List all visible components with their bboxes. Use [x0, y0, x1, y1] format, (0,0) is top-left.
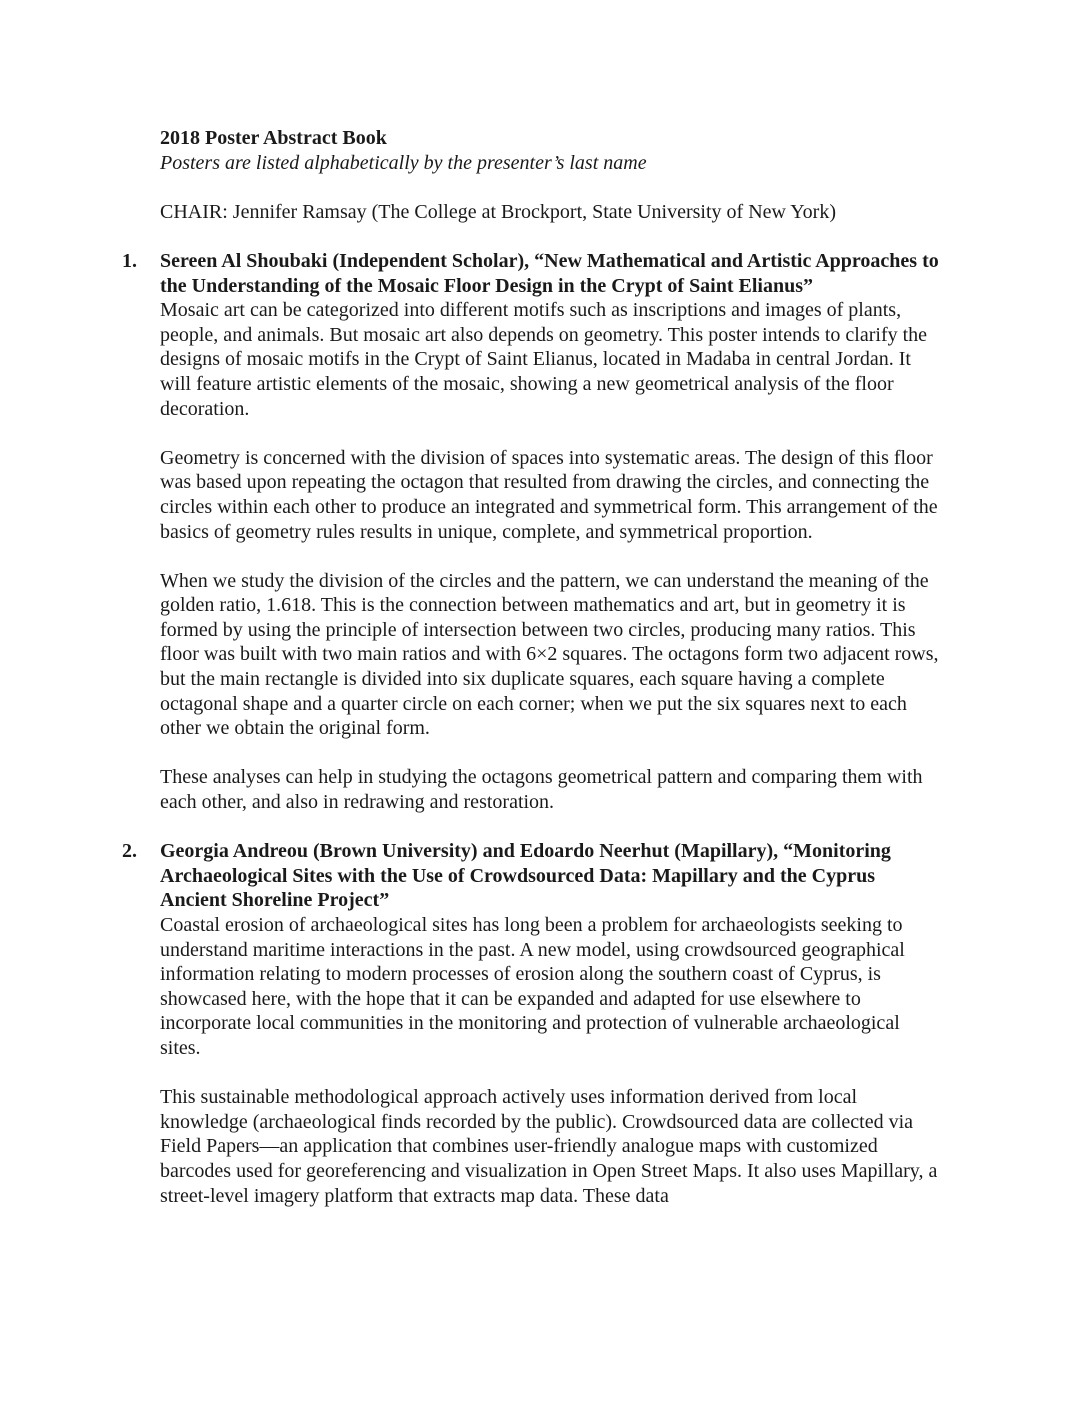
entry-paragraph: Mosaic art can be categorized into different motifs such as inscriptions and images of plants, people, and animals. But mosaic art also depends on geometry. This poster intends to clarify the designs of mosaic motifs in the Crypt of Saint Elianus, located in Madaba in central Jordan. It will feature artistic elements of the mosaic, showing a new geometrical analysis of the floor decoration. [160, 299, 928, 420]
abstract-entry-2 [122, 839, 940, 1208]
entry-paragraph: This sustainable methodological approach actively uses information derived from local knowledge (archaeological finds recorded by the public). Crowdsourced data are collected via Field Papers—an application that combines user-friendly analogue maps with customized barcodes used for georeferencing and visualization in Open Street Maps. It also uses Mapillary, a street-level imagery platform that extracts map data. These data [160, 1086, 938, 1207]
entry-heading: Sereen Al Shoubaki (Independent Scholar), “New Mathematical and Artistic Approaches to the Understanding of the Mosaic Floor Design in the Crypt of Saint Elianus” [160, 249, 939, 297]
entry-heading: Georgia Andreou (Brown University) and Edoardo Neerhut (Mapillary), “Monitoring Archaeological Sites with the Use of Crowdsourced Data: Mapillary and the Cyprus Ancient Shoreline Project” [160, 840, 891, 912]
entry-paragraph: Coastal erosion of archaeological sites has long been a problem for archaeologists seeking to understand maritime interactions in the past. A new model, using crowdsourced geographical information relating to modern processes of erosion along the southern coast of Cyprus, is showcased here, with the hope that it can be expanded and adapted for use elsewhere to incorporate local communities in the monitoring and protection of vulnerable archaeological sites. [160, 914, 905, 1059]
document-subtitle: Posters are listed alphabetically by the presenter’s last name [160, 151, 647, 174]
entry-paragraph: These analyses can help in studying the octagons geometrical pattern and comparing them with each other, and also in redrawing and restoration. [160, 766, 923, 814]
session-chair: CHAIR: Jennifer Ramsay (The College at Brockport, State University of New York) [160, 200, 836, 223]
abstract-entry-1 [122, 249, 940, 815]
entry-paragraph: Geometry is concerned with the division of spaces into systematic areas. The design of this floor was based upon repeating the octagon that resulted from drawing the circles, and connecting the circles within each other to produce an integrated and symmetrical form. This arrangement of the basics of geometry rules results in unique, complete, and symmetrical proportion. [160, 446, 938, 543]
document-page [122, 126, 940, 1208]
entry-number: 1. [122, 249, 137, 272]
entry-paragraph: When we study the division of the circles and the pattern, we can understand the meaning of the golden ratio, 1.618. This is the connection between mathematics and art, but in geometry it is formed by using the principle of intersection between two circles, producing many ratios. This floor was built with two main ratios and with 6×2 squares. The octagons form two adjacent rows, but the main rectangle is divided into six duplicate squares, each square having a complete octagonal shape and a quarter circle on each corner; when we put the six squares next to each other we obtain the original form. [160, 569, 939, 740]
entry-number: 2. [122, 840, 137, 863]
document-title: 2018 Poster Abstract Book [160, 127, 387, 149]
